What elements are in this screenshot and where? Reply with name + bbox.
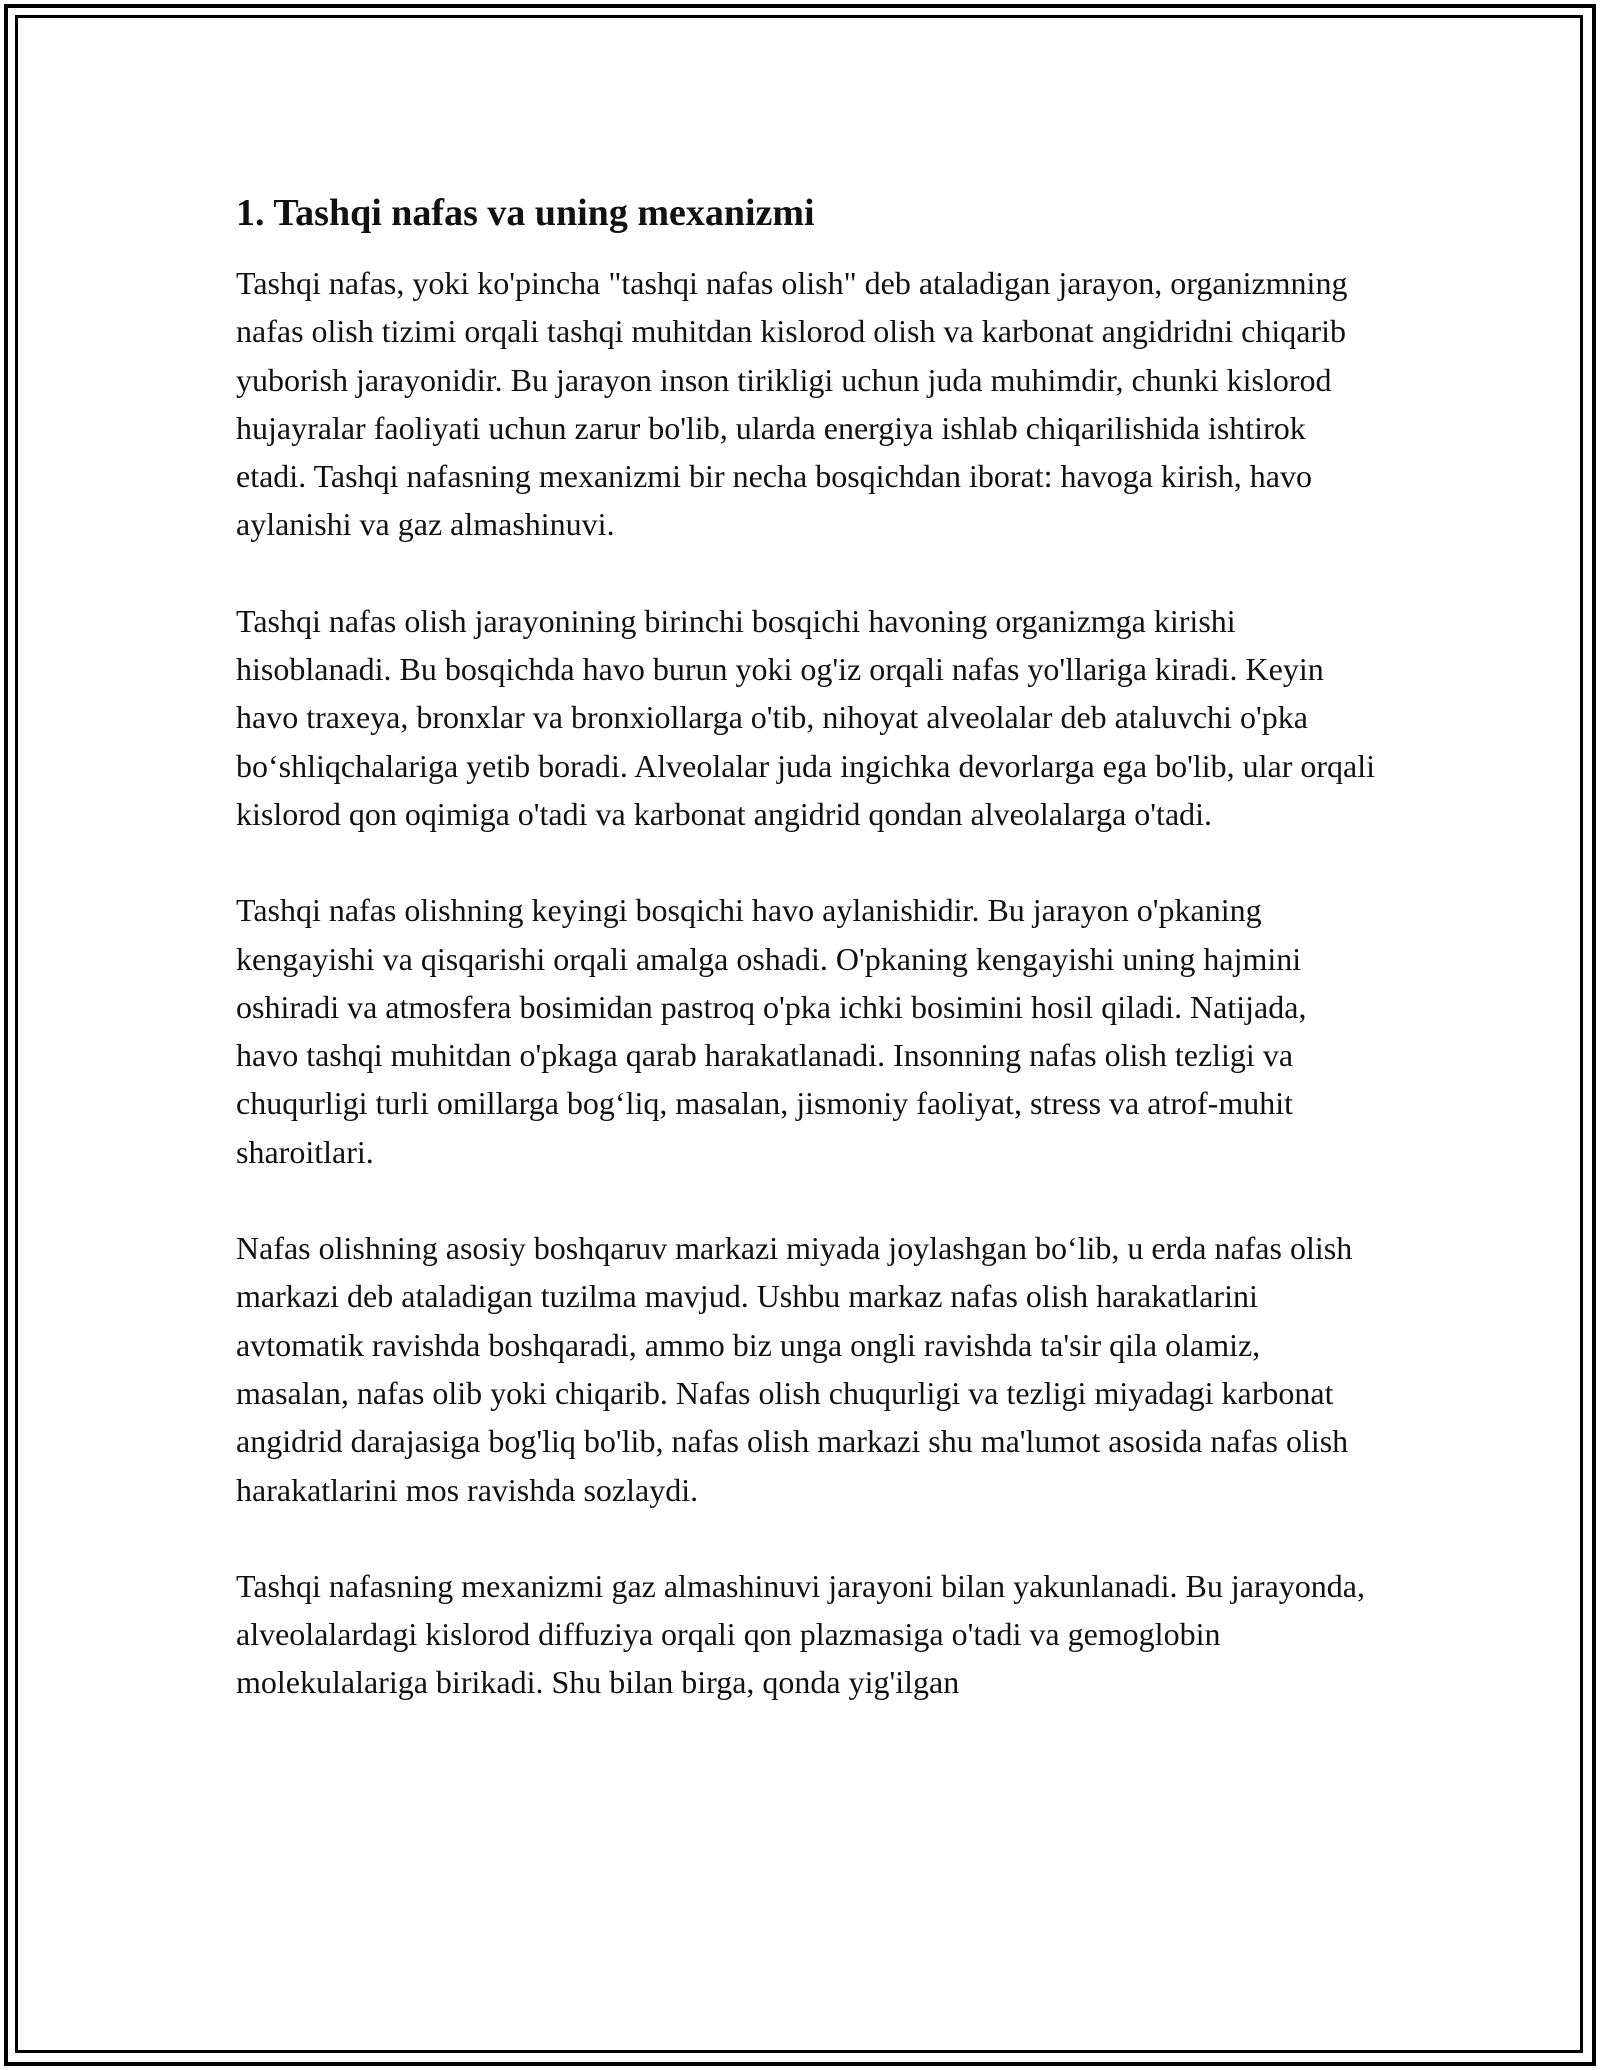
paragraph-4: Nafas olishning asosiy boshqaruv markazi miyada joylashgan bo‘lib, u erda nafas olish markazi deb ataladigan tuzilma mavjud. Ushbu markaz nafas olish harakatlarini avtomatik ravishda boshqaradi, ammo biz unga ongli ravishda ta'sir qila olamiz, masalan, nafas olib yoki chiqarib. Nafas olish chuqurligi va tezligi miyadagi karbonat angidrid darajasiga bog'liq bo'lib, nafas olish markazi shu ma'lumot asosida nafas olish harakatlarini mos ravishda sozlaydi.	[236, 1230, 1353, 1508]
paragraph-3: Tashqi nafas olishning keyingi bosqichi havo aylanishidir. Bu jarayon o'pkaning kengayishi va qisqarishi orqali amalga oshadi. O'pkaning kengayishi uning hajmini oshiradi va atmosfera bosimidan pastroq o'pka ichki bosimini hosil qiladi. Natijada, havo tashqi muhitdan o'pkaga qarab harakatlanadi. Insonning nafas olish tezligi va chuqurligi turli omillarga bog‘liq, masalan, jismoniy faoliyat, stress va atrof-muhit sharoitlari.	[236, 892, 1307, 1170]
document-body	[236, 185, 1376, 1755]
paragraph-2: Tashqi nafas olish jarayonining birinchi bosqichi havoning organizmga kirishi hisoblanadi. Bu bosqichda havo burun yoki og'iz orqali nafas yo'llariga kiradi. Keyin havo traxeya, bronxlar va bronxiollarga o'tib, nihoyat alveolalar deb ataluvchi o'pka bo‘shliqchalariga yetib boradi. Alveolalar juda ingichka devorlarga ega bo'lib, ular orqali kislorod qon oqimiga o'tadi va karbonat angidrid qondan alveolalarga o'tadi.	[236, 602, 1376, 832]
section-heading: 1. Tashqi nafas va uning mexanizmi	[236, 192, 815, 234]
paragraph-5: Tashqi nafasning mexanizmi gaz almashinuvi jarayoni bilan yakunlanadi. Bu jarayonda, alveolalardagi kislorod diffuziya orqali qon plazmasiga o'tadi va gemoglobin molekulalariga birikadi. Shu bilan birga, qonda yig'ilgan	[236, 1567, 1365, 1701]
paragraph-1: Tashqi nafas, yoki ko'pincha "tashqi nafas olish" deb ataladigan jarayon, organizmning nafas olish tizimi orqali tashqi muhitdan kislorod olish va karbonat angidridni chiqarib yuborish jarayonidir. Bu jarayon inson tirikligi uchun juda muhimdir, chunki kislorod hujayralar faoliyati uchun zarur bo'lib, ularda energiya ishlab chiqarilishida ishtirok etadi. Tashqi nafasning mexanizmi bir necha bosqichdan iborat: havoga kirish, havo aylanishi va gaz almashinuvi.	[236, 265, 1348, 543]
